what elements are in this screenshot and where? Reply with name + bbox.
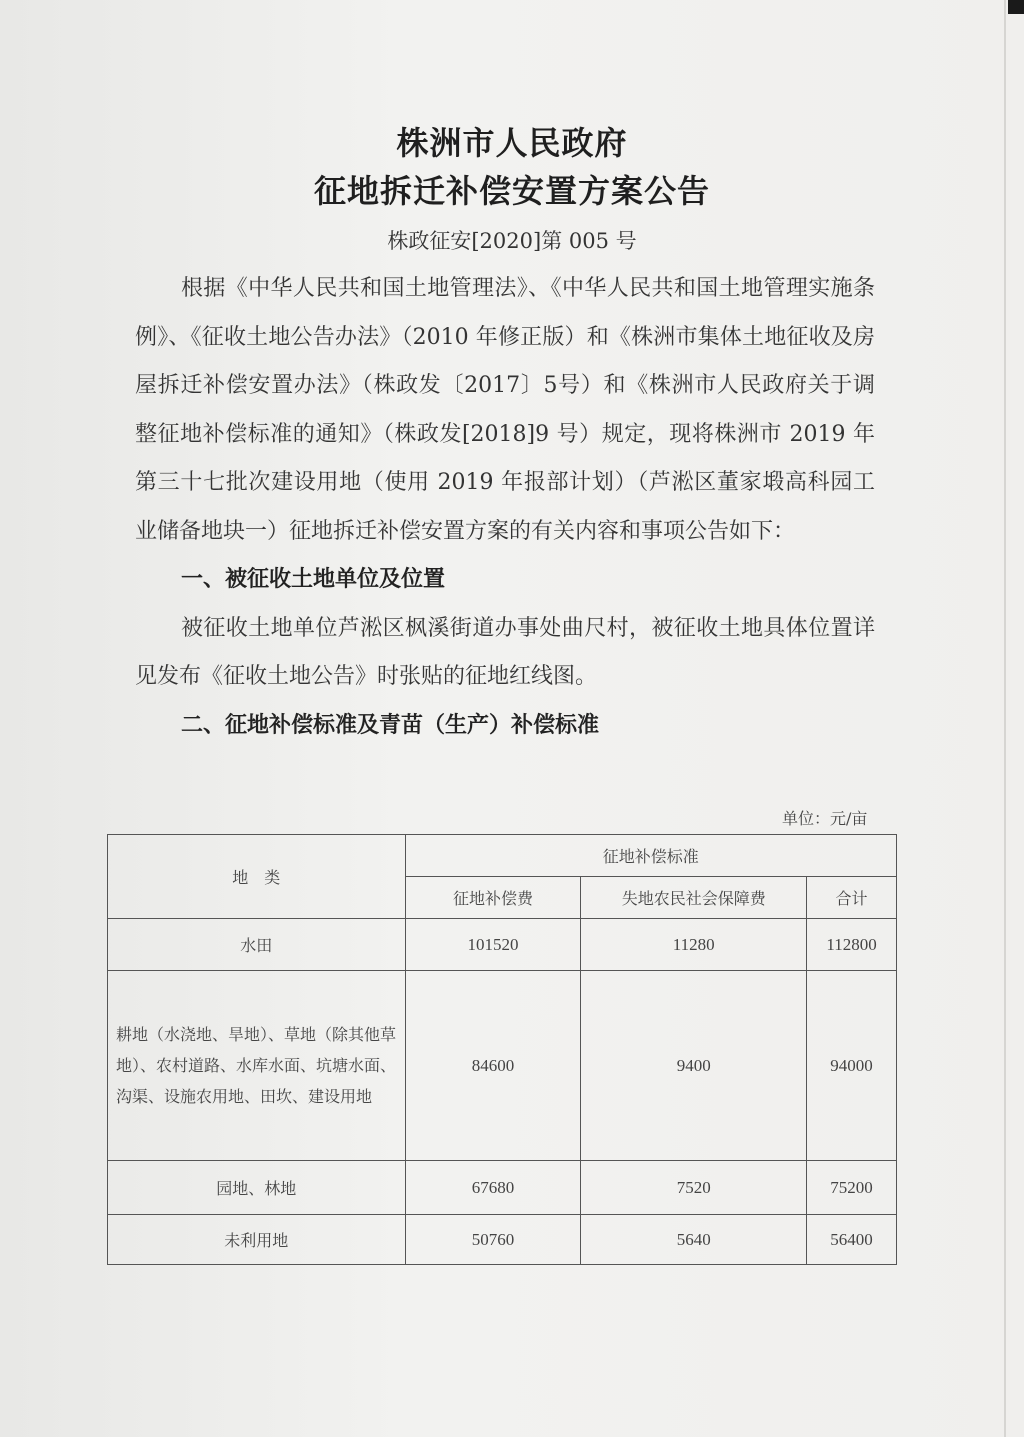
- compensation-fee-cell: 101520: [405, 919, 581, 971]
- compensation-table: [107, 834, 897, 1265]
- social-security-cell: 7520: [581, 1161, 807, 1215]
- scan-corner-mark: [1008, 0, 1024, 14]
- land-type-cell: 园地、林地: [108, 1161, 406, 1215]
- notice-body: [135, 265, 875, 750]
- land-type-cell: 未利用地: [108, 1215, 406, 1265]
- compensation-fee-cell: 84600: [405, 971, 581, 1161]
- total-cell: 112800: [807, 919, 897, 971]
- header-land-type: 地 类: [108, 835, 406, 919]
- social-security-cell: 5640: [581, 1215, 807, 1265]
- social-security-cell: 11280: [581, 919, 807, 971]
- title-subject: 征地拆迁补偿安置方案公告: [313, 172, 710, 210]
- title-issuer: 株洲市人民政府: [396, 124, 628, 162]
- header-social-security-fee: 失地农民社会保障费: [581, 877, 807, 919]
- total-cell: 56400: [807, 1215, 897, 1265]
- table-row: [108, 1215, 897, 1265]
- page-edge-shadow: [1004, 0, 1006, 1437]
- section1-text: 被征收土地单位芦淞区枫溪街道办事处曲尺村，被征收土地具体位置详见发布《征收土地公告》时张贴的征地红线图。: [135, 615, 875, 689]
- section2-heading: 二、征地补偿标准及青苗（生产）补偿标准: [181, 712, 600, 738]
- intro-paragraph: 根据《中华人民共和国土地管理法》、《中华人民共和国土地管理实施条例》、《征收土地公告办法》（2010 年修正版）和《株洲市集体土地征收及房屋拆迁补偿安置办法》（株政发〔2017〕5号）和《株洲市人民政府关于调整征地补偿标准的通知》（株政发[2018]9 号）规定，现将株洲市 2019 年第三十七批次建设用地（使用 2019 年报部计划）（芦淞区董家塅高科园工业储备地块一）征地拆迁补偿安置方案的有关内容和事项公告如下：: [135, 276, 875, 544]
- compensation-fee-cell: 50760: [405, 1215, 581, 1265]
- social-security-cell: 9400: [581, 971, 807, 1161]
- header-compensation-standard: 征地补偿标准: [405, 835, 896, 877]
- land-type-cell: 水田: [108, 919, 406, 971]
- table-row: [108, 971, 897, 1161]
- total-cell: 94000: [807, 971, 897, 1161]
- compensation-fee-cell: 67680: [405, 1161, 581, 1215]
- document-number: 株政征安[2020]第 005 号: [387, 229, 637, 253]
- header-total: 合计: [807, 877, 897, 919]
- land-type-cell: 耕地（水浇地、旱地）、草地（除其他草地）、农村道路、水库水面、坑塘水面、沟渠、设施农用地、田坎、建设用地: [108, 971, 406, 1161]
- header-compensation-fee: 征地补偿费: [405, 877, 581, 919]
- table-unit-label: 单位：元/亩: [782, 809, 868, 828]
- section1-heading: 一、被征收土地单位及位置: [181, 567, 446, 592]
- total-cell: 75200: [807, 1161, 897, 1215]
- table-row: [108, 919, 897, 971]
- table-row: [108, 1161, 897, 1215]
